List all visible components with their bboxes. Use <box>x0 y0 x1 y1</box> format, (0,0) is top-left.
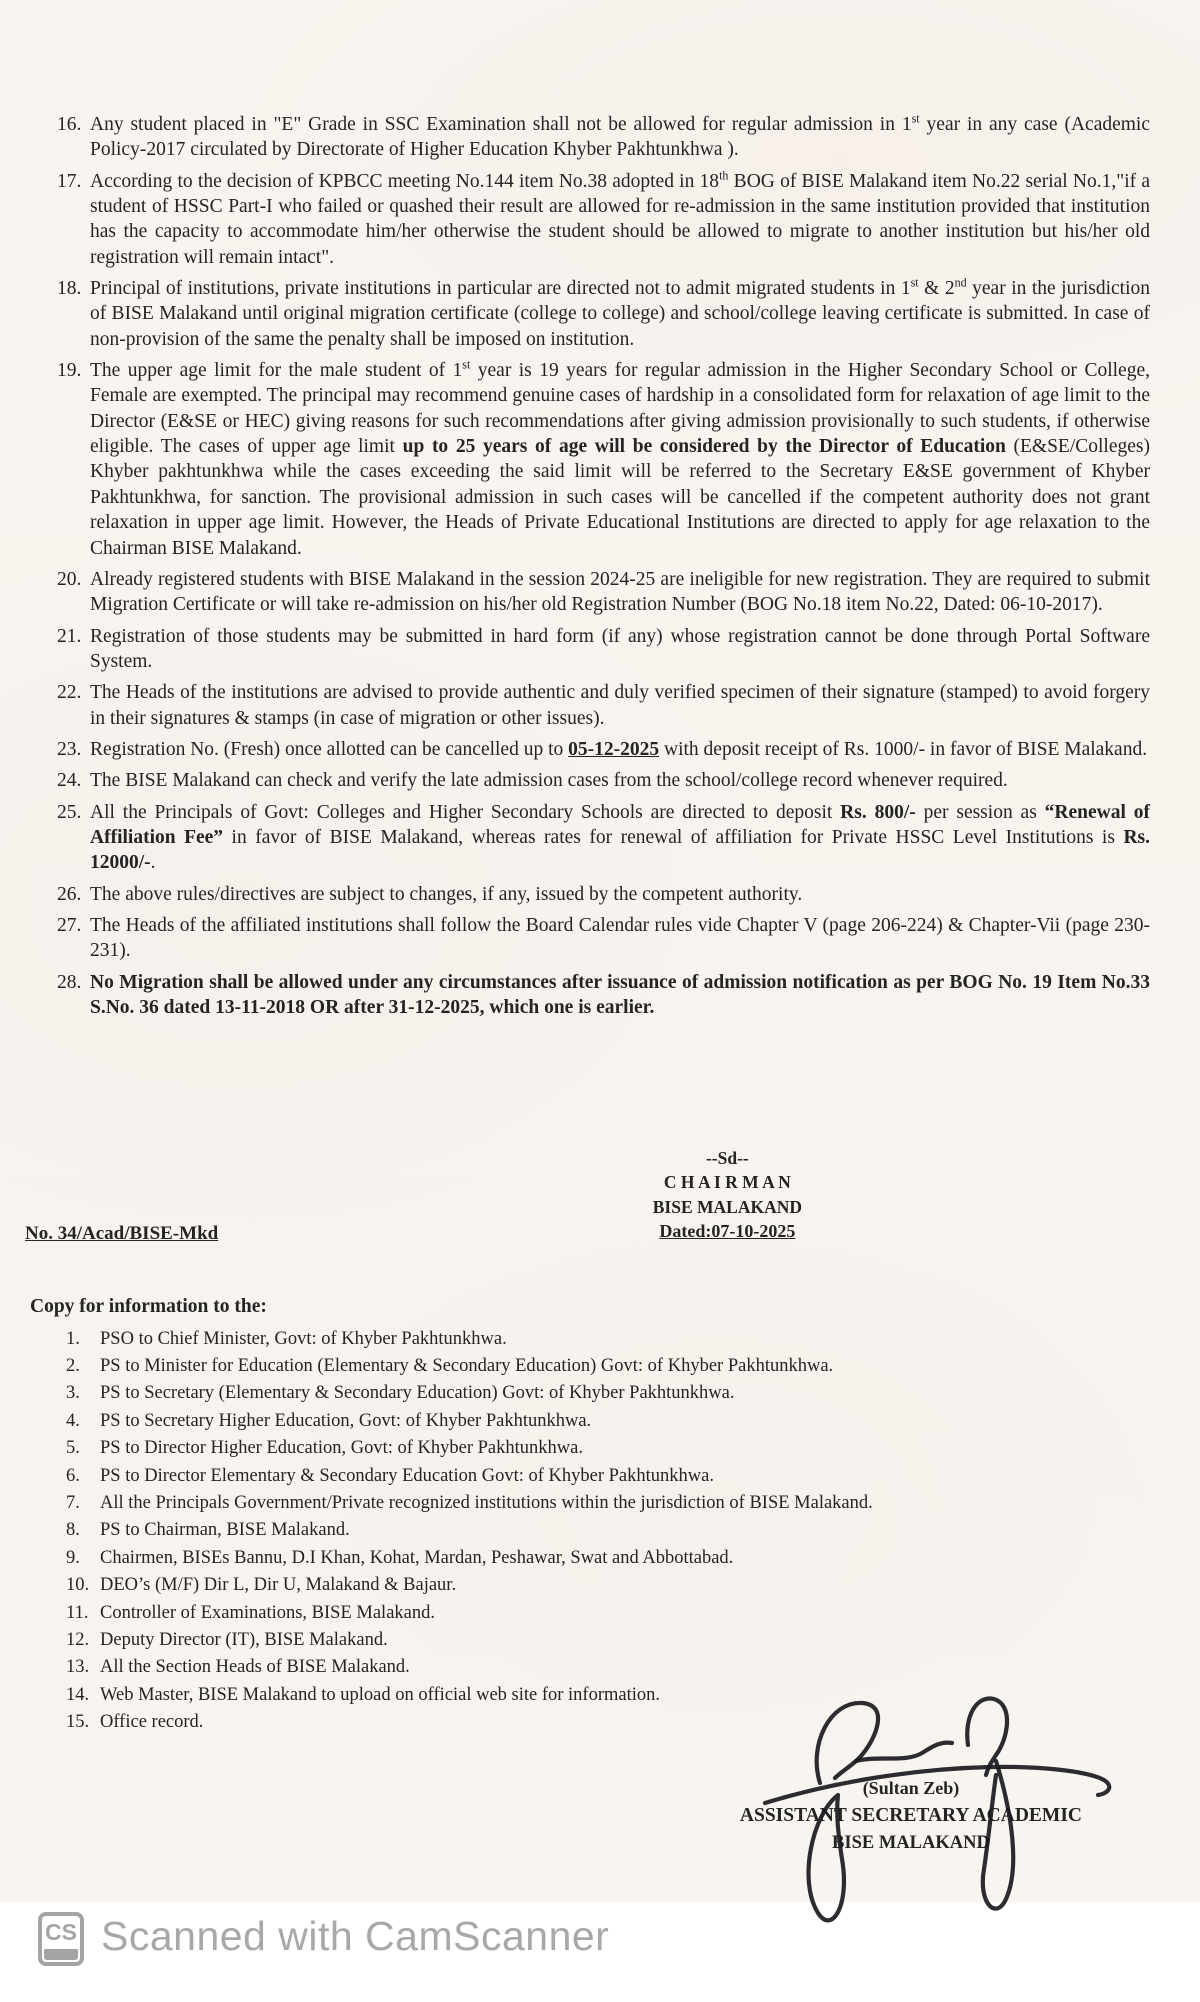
copy-item <box>66 1518 1160 1542</box>
copy-item-number: 1. <box>66 1328 80 1349</box>
copy-item-text: Deputy Director (IT), BISE Malakand. <box>100 1630 388 1651</box>
copy-item <box>66 1546 1160 1570</box>
item-text: According to the decision of KPBCC meeting No.144 item No.38 adopted in 18th BOG of BISE Malakand item No.22 serial No.1,"if a student of HSSC Part-I who failed or quashed their result are allowed for re-admission in the same institution provided that institution has the capacity to accommodate him/her otherwise the student should be allowed to migrate to another institution but his/her old registration will remain intact". <box>90 168 1150 268</box>
copy-item-number: 4. <box>66 1410 80 1431</box>
copy-item-number: 3. <box>66 1383 80 1404</box>
notice-item <box>57 567 1150 618</box>
copy-item-text: DEO’s (M/F) Dir L, Dir U, Malakand & Bajaur. <box>100 1575 457 1596</box>
copy-item <box>66 1573 1160 1597</box>
notice-item <box>57 680 1150 731</box>
handwritten-signature-icon <box>670 1683 1130 1933</box>
notice-item <box>57 358 1150 561</box>
copy-item-text: PSO to Chief Minister, Govt: of Khyber Pakhtunkhwa. <box>100 1328 507 1349</box>
copy-item-text: Chairmen, BISEs Bannu, D.I Khan, Kohat, Mardan, Peshawar, Swat and Abbottabad. <box>100 1547 734 1568</box>
chairman-line: C H A I R M A N <box>663 1172 791 1193</box>
copy-item-number: 8. <box>66 1520 80 1541</box>
copy-item-text: All the Section Heads of BISE Malakand. <box>100 1657 410 1678</box>
copy-item-text: Controller of Examinations, BISE Malakand. <box>100 1602 435 1623</box>
notice-item <box>57 768 1150 793</box>
signatory-org: BISE MALAKAND <box>832 1832 990 1853</box>
bottom-signature-block <box>740 1775 1082 1857</box>
item-text: Registration of those students may be submitted in hard form (if any) whose registration cannot be done through Portal Software System. <box>90 625 1150 672</box>
copy-item-text: Office record. <box>100 1712 204 1733</box>
sd-line: --Sd-- <box>705 1148 749 1169</box>
notice-item <box>57 112 1150 163</box>
copy-item <box>66 1628 1160 1652</box>
item-text: Already registered students with BISE Malakand in the session 2024-25 are ineligible for new registration. They are required to submit Migration Certificate or will take re-admission on his/her old Registration Number (BOG No.18 item No.22, Dated: 06-10-2017). <box>90 568 1150 616</box>
copy-item <box>66 1655 1160 1679</box>
copy-item-text: All the Principals Government/Private recognized institutions within the jurisdiction of BISE Malakand. <box>100 1493 873 1514</box>
item-text: Principal of institutions, private institutions in particular are directed not to admit migrated students in 1st & 2nd year in the jurisdiction of BISE Malakand until original migration certificate (college to college) and school/college leaving certificate is submitted. In case of non-provision of the same the penalty shall be imposed on institution. <box>90 275 1151 350</box>
notice-item <box>57 276 1150 352</box>
signoff-block <box>653 1146 802 1243</box>
copy-item <box>66 1491 1160 1515</box>
copy-item <box>66 1409 1160 1433</box>
copy-item-text: PS to Secretary (Elementary & Secondary Education) Govt: of Khyber Pakhtunkhwa. <box>100 1383 735 1404</box>
camscanner-badge-text: CS <box>45 1919 77 1945</box>
reference-number: No. 34/Acad/BISE-Mkd <box>25 1222 219 1244</box>
copy-item-number: 9. <box>66 1547 80 1568</box>
item-text: The above rules/directives are subject to changes, if any, issued by the competent authority. <box>90 883 803 905</box>
notice-item <box>57 800 1150 876</box>
dated-line: Dated:07-10-2025 <box>659 1220 796 1241</box>
item-number: 24. <box>57 770 82 792</box>
copy-item <box>66 1436 1160 1460</box>
copy-item-number: 5. <box>66 1438 80 1459</box>
item-number: 20. <box>57 568 82 590</box>
notice-item <box>57 913 1150 964</box>
copy-section <box>30 1296 1160 1735</box>
item-text: No Migration shall be allowed under any circumstances after issuance of admission notification as per BOG No. 19 Item No.33 S.No. 36 dated 13-11-2018 OR after 31-12-2025, which one is earlier. <box>90 971 1150 1018</box>
copy-item-text: Web Master, BISE Malakand to upload on official web site for information. <box>100 1684 661 1705</box>
copy-item-text: PS to Chairman, BISE Malakand. <box>100 1520 350 1541</box>
signatory-name: (Sultan Zeb) <box>862 1777 960 1798</box>
notice-item <box>57 970 1150 1021</box>
item-number: 26. <box>57 883 82 905</box>
signoff-org: BISE MALAKAND <box>652 1196 802 1217</box>
copy-list <box>66 1327 1160 1735</box>
copy-item <box>66 1464 1160 1488</box>
copy-item-number: 2. <box>66 1356 80 1376</box>
copy-item <box>66 1354 1160 1378</box>
copy-item-number: 11. <box>66 1602 89 1623</box>
copy-item <box>66 1327 1160 1351</box>
item-number: 16. <box>57 114 82 135</box>
copy-item-number: 6. <box>66 1465 80 1486</box>
item-text: The Heads of the institutions are advised to provide authentic and duly verified specimen of their signature (stamped) to avoid forgery in their signatures & stamps (in case of migration or other issues). <box>90 682 1150 729</box>
item-text: Any student placed in "E" Grade in SSC Examination shall not be allowed for regular admission in 1st year in any case (Academic Policy-2017 circulated by Directorate of Higher Education Khyber Pakhtunkhwa ). <box>90 111 1150 161</box>
item-text: All the Principals of Govt: Colleges and Higher Secondary Schools are directed to deposit Rs. 800/- per session as “Renewal of Affiliation Fee” in favor of BISE Malakand, whereas rates for renewal of affiliation for Private HSSC Level Institutions is Rs. 12000/-. <box>90 801 1151 874</box>
item-number: 21. <box>57 625 82 647</box>
camscanner-logo-icon <box>38 1912 84 1966</box>
notice-item <box>57 624 1150 675</box>
notice-item <box>57 882 1150 907</box>
copy-item-text: PS to Secretary Higher Education, Govt: of Khyber Pakhtunkhwa. <box>100 1410 592 1431</box>
camscanner-watermark-text: Scanned with CamScanner <box>101 1913 610 1959</box>
item-text: The Heads of the affiliated institutions shall follow the Board Calendar rules vide Chapter V (page 206-224) & Chapter-Vii (page 230-231). <box>90 914 1150 962</box>
copy-item-text: PS to Minister for Education (Elementary & Secondary Education) Govt: of Khyber Pakhtunkhwa. <box>100 1356 834 1376</box>
item-number: 19. <box>57 360 82 382</box>
item-number: 22. <box>57 682 82 704</box>
notice-item <box>57 737 1150 762</box>
copy-item <box>66 1381 1160 1405</box>
copy-item-text: PS to Director Higher Education, Govt: of Khyber Pakhtunkhwa. <box>100 1438 583 1459</box>
copy-item-number: 15. <box>66 1712 90 1733</box>
copy-item-number: 10. <box>66 1575 90 1596</box>
copy-item <box>66 1601 1160 1625</box>
copy-item-number: 12. <box>66 1630 90 1651</box>
item-number: 27. <box>57 914 82 936</box>
signatory-title: ASSISTANT SECRETARY ACADEMIC <box>739 1804 1082 1826</box>
copy-item-number: 13. <box>66 1657 90 1678</box>
notice-item <box>57 169 1150 270</box>
item-number: 17. <box>57 170 82 192</box>
item-text: The BISE Malakand can check and verify the late admission cases from the school/college record whenever required. <box>90 770 1008 792</box>
item-text: The upper age limit for the male student of 1st year is 19 years for regular admission in the Higher Secondary School or College, Female are exempted. The principal may recommend genuine cases of hardship in a consolidated form for relaxation of age limit to the Director (E&SE or HEC) giving reasons for such recommendations after giving admission provisionally to such students, if otherwise eligible. The cases of upper age limit up to 25 years of age will be considered by the Director of Education (E&SE/Colleges) Khyber pakhtunkhwa while the cases exceeding the said limit will be referred to the Secretary E&SE government of Khyber Pakhtunkhwa, for sanction. The provisional admission in such cases will be cancelled if the competent authority does not grant relaxation in upper age limit. However, the Heads of Private Educational Institutions are directed to apply for age relaxation to the Chairman BISE Malakand. <box>90 357 1150 559</box>
item-number: 28. <box>57 971 82 993</box>
copy-item-number: 7. <box>66 1493 80 1514</box>
copy-heading: Copy for information to the: <box>30 1295 267 1317</box>
signoff-row <box>0 1146 1200 1243</box>
item-number: 23. <box>57 738 82 760</box>
copy-item-text: PS to Director Elementary & Secondary Education Govt: of Khyber Pakhtunkhwa. <box>100 1465 714 1486</box>
item-number: 25. <box>57 801 82 823</box>
item-number: 18. <box>57 278 82 300</box>
copy-item-number: 14. <box>66 1684 90 1705</box>
item-text: Registration No. (Fresh) once allotted can be cancelled up to 05-12-2025 with deposit receipt of Rs. 1000/- in favor of BISE Malakand. <box>90 738 1148 760</box>
